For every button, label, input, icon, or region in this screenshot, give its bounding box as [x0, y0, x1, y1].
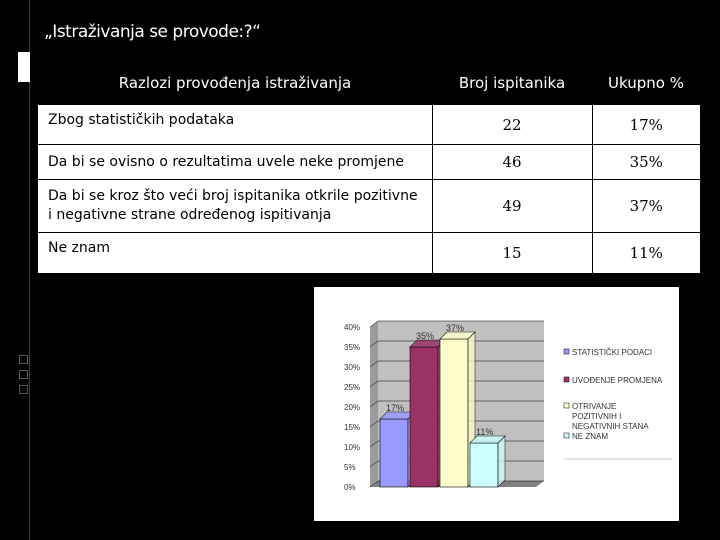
reason-cell: Zbog statističkih podataka: [38, 104, 432, 145]
slide-title: „Istraživanja se provode:?“: [44, 22, 261, 42]
bar: [380, 419, 408, 487]
bar-chart: [314, 287, 679, 521]
header-reasons: Razlozi provođenja istraživanja: [38, 63, 432, 104]
count-cell: 49: [432, 180, 592, 233]
percent-cell: 35%: [592, 145, 700, 180]
decorative-square: [19, 355, 28, 364]
y-tick-label: 0%: [344, 483, 356, 492]
legend-swatch: [564, 377, 569, 382]
legend-swatch: [564, 349, 569, 354]
table-row: [38, 180, 700, 233]
reason-cell: Da bi se ovisno o rezultatima uvele neke promjene: [38, 145, 432, 180]
title-marker: [18, 52, 30, 82]
bar: [440, 339, 468, 487]
header-percent: Ukupno %: [592, 63, 700, 104]
legend-label: OTRIVANJE: [572, 402, 617, 411]
percent-cell: 17%: [592, 104, 700, 145]
y-tick-label: 40%: [344, 323, 361, 332]
y-tick-label: 10%: [344, 443, 361, 452]
reason-cell: Ne znam: [38, 233, 432, 274]
y-tick-label: 35%: [344, 343, 361, 352]
count-cell: 15: [432, 233, 592, 274]
legend-label: NEGATIVNIH STANA: [572, 422, 649, 431]
percent-cell: 11%: [592, 233, 700, 274]
data-label: 35%: [416, 331, 435, 341]
table-row: [38, 104, 700, 145]
table-header-row: [38, 63, 700, 104]
legend-label: NE ZNAM: [572, 432, 608, 441]
legend-label: UVOĐENJE PROMJENA: [572, 376, 663, 385]
legend-label: POZITIVNIH I: [572, 412, 622, 421]
bar: [410, 347, 438, 487]
header-count: Broj ispitanika: [432, 63, 592, 104]
bar-chart-svg: [314, 287, 679, 521]
reason-cell: Da bi se kroz što veći broj ispitanika otkrile pozitivne i negativne strane određenog ispitivanja: [38, 180, 432, 233]
survey-table: [38, 63, 700, 273]
legend-label: STATISTIČKI PODACI: [572, 348, 653, 357]
legend-swatch: [564, 403, 569, 408]
y-tick-label: 30%: [344, 363, 361, 372]
y-tick-label: 5%: [344, 463, 356, 472]
percent-cell: 37%: [592, 180, 700, 233]
table-row: [38, 145, 700, 180]
y-tick-label: 15%: [344, 423, 361, 432]
count-cell: 22: [432, 104, 592, 145]
decorative-square: [19, 385, 28, 394]
data-label: 37%: [446, 323, 465, 333]
bar-side: [498, 436, 505, 487]
count-cell: 46: [432, 145, 592, 180]
bar: [470, 443, 498, 487]
decorative-square: [19, 370, 28, 379]
data-label: 11%: [476, 427, 494, 437]
y-tick-label: 25%: [344, 383, 361, 392]
table-row: [38, 233, 700, 274]
legend-swatch: [564, 433, 569, 438]
y-tick-label: 20%: [344, 403, 361, 412]
data-label: 17%: [386, 403, 405, 413]
